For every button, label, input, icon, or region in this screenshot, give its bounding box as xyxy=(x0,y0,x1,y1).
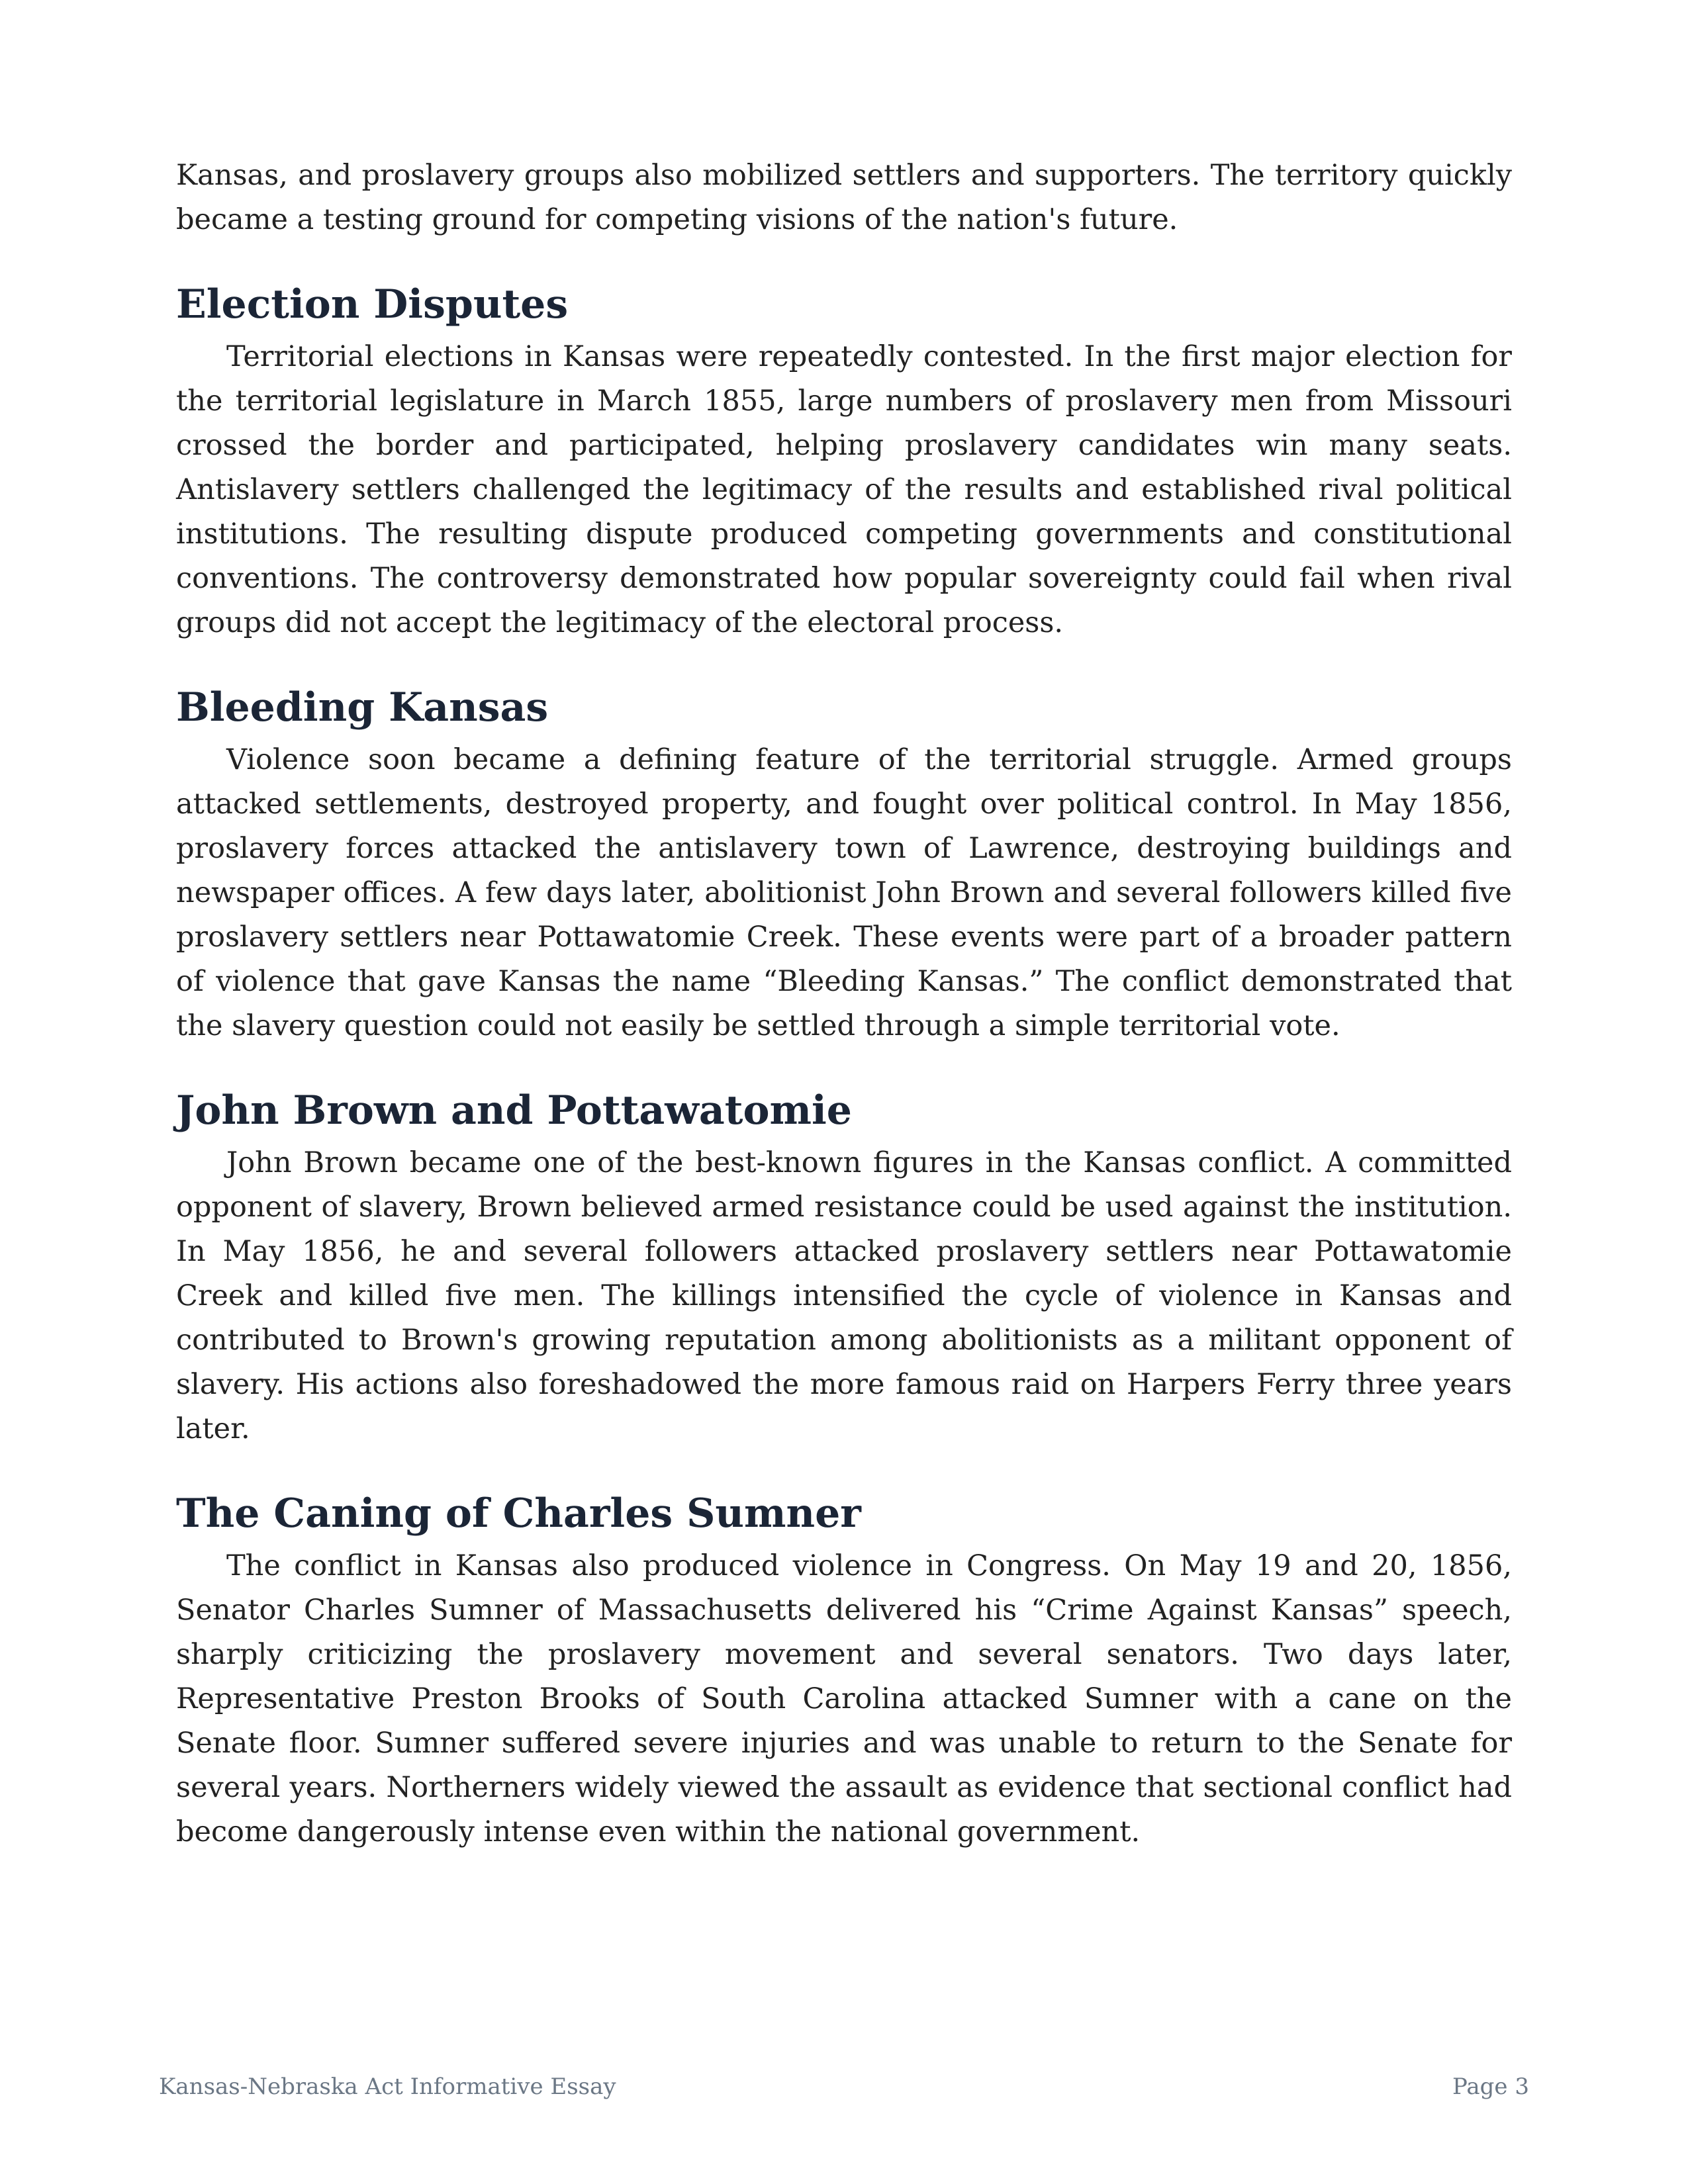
section-bleeding-kansas xyxy=(176,681,1512,1048)
page-footer xyxy=(159,2070,1529,2103)
section-election-disputes xyxy=(176,278,1512,645)
section-caning-of-sumner xyxy=(176,1487,1512,1854)
section-paragraph: The conflict in Kansas also produced violence in Congress. On May 19 and 20, 1856, Senator Charles Sumner of Massachusetts delivered his “Crime Against Kansas” speech, sharply criticizing the proslavery movement and several senators. Two days later, Representative Preston Brooks of South Carolina attacked Sumner with a cane on the Senate floor. Sumner suffered severe injuries and was unable to return to the Senate for several years. Northerners widely viewed the assault as evidence that sectional conflict had become dangerously intense even within the national government. xyxy=(176,1549,1512,1848)
intro-paragraph: Kansas, and proslavery groups also mobilized settlers and supporters. The territory quickly became a testing ground for competing visions of the nation's future. xyxy=(176,159,1512,236)
footer-document-title: Kansas-Nebraska Act Informative Essay xyxy=(159,2073,616,2100)
section-heading: The Caning of Charles Sumner xyxy=(176,1490,861,1537)
section-heading: Bleeding Kansas xyxy=(176,684,549,731)
section-paragraph: Violence soon became a defining feature of the territorial struggle. Armed groups attacked settlements, destroyed property, and fought over political control. In May 1856, proslavery forces attacked the antislavery town of Lawrence, destroying buildings and newspaper offices. A few days later, abolitionist John Brown and several followers killed five proslavery settlers near Pottawatomie Creek. These events were part of a broader pattern of violence that gave Kansas the name “Bleeding Kansas.” The conflict demonstrated that the slavery question could not easily be settled through a simple territorial vote. xyxy=(176,743,1512,1042)
section-heading: John Brown and Pottawatomie xyxy=(176,1087,852,1134)
footer-page-number: Page 3 xyxy=(1452,2073,1529,2100)
section-paragraph: Territorial elections in Kansas were repeatedly contested. In the first major election for the territorial legislature in March 1855, large numbers of proslavery men from Missouri crossed the border and participated, helping proslavery candidates win many seats. Antislavery settlers challenged the legitimacy of the results and established rival political institutions. The resulting dispute produced competing governments and constitutional conventions. The controversy demonstrated how popular sovereignty could fail when rival groups did not accept the legitimacy of the electoral process. xyxy=(176,340,1512,639)
section-paragraph: John Brown became one of the best-known figures in the Kansas conflict. A committed opponent of slavery, Brown believed armed resistance could be used against the institution. In May 1856, he and several followers attacked proslavery settlers near Pottawatomie Creek and killed five men. The killings intensified the cycle of violence in Kansas and contributed to Brown's growing reputation among abolitionists as a militant opponent of slavery. His actions also foreshadowed the more famous raid on Harpers Ferry three years later. xyxy=(176,1146,1512,1445)
document-body xyxy=(176,154,1512,1854)
section-john-brown xyxy=(176,1084,1512,1451)
section-heading: Election Disputes xyxy=(176,281,569,328)
